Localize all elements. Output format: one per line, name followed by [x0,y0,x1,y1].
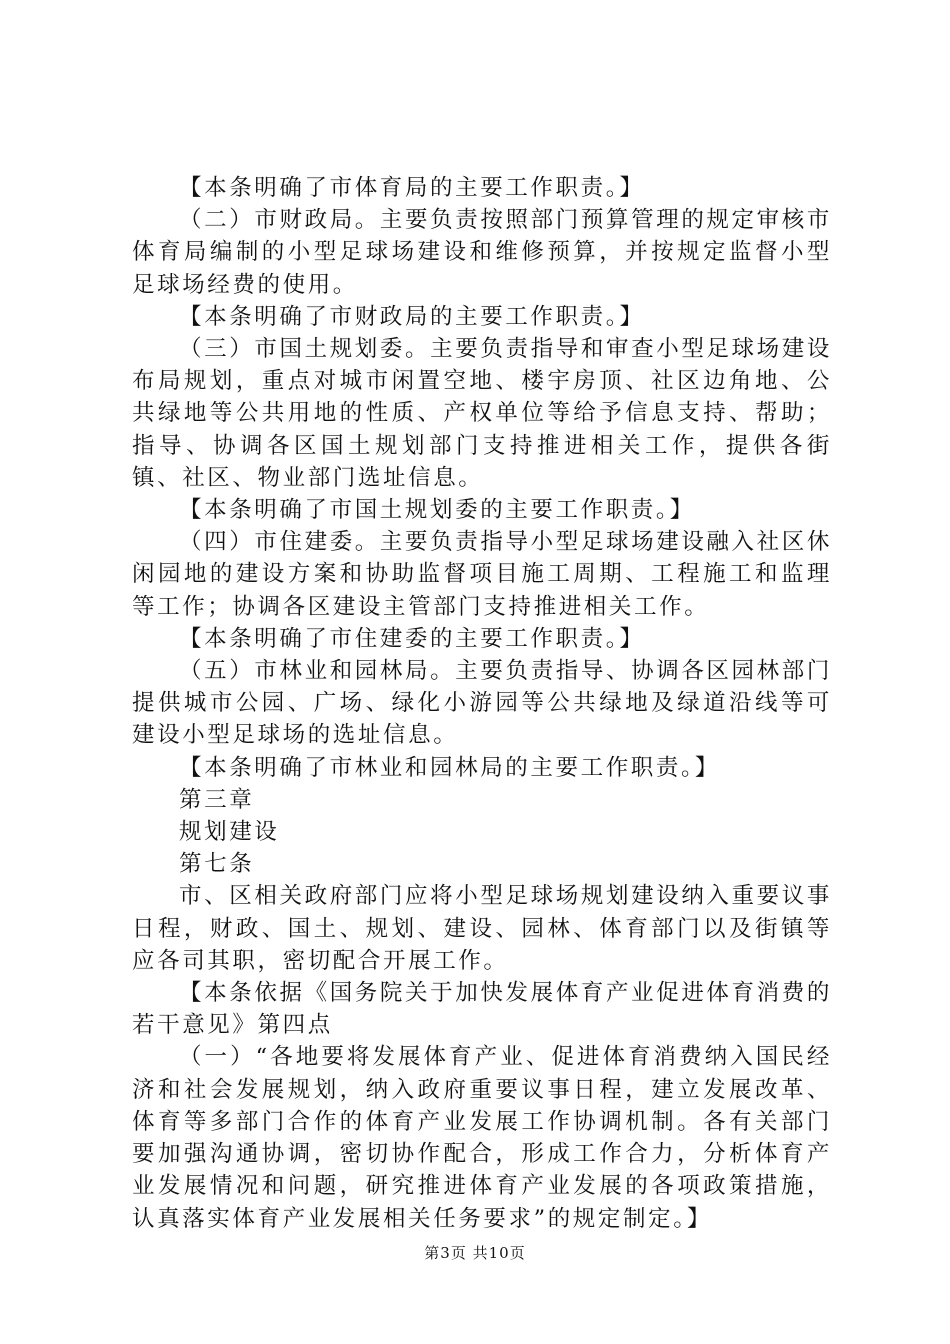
paragraph-article-seven: 市、区相关政府部门应将小型足球场规划建设纳入重要议事日程，财政、国土、规划、建设、园林、体育部门以及街镇等应各司其职，密切配合开展工作。 [132,883,832,974]
paragraph-note-sports-bureau: 【本条明确了市体育局的主要工作职责。】 [179,175,645,201]
paragraph-housing-construction: （四）市住建委。主要负责指导小型足球场建设融入社区休闲园地的建设方案和协助监督项目施工周期、工程施工和监理等工作；协调各区建设主管部门支持推进相关工作。 [132,529,832,620]
paragraph-note-forestry-garden: 【本条明确了市林业和园林局的主要工作职责。】 [179,754,720,781]
paragraph-note-housing-construction: 【本条明确了市住建委的主要工作职责。】 [179,625,645,652]
paragraph-land-planning-committee: （三）市国土规划委。主要负责指导和审查小型足球场建设布局规划，重点对城市闲置空地、楼宇房顶、社区边角地、公共绿地等公共用地的性质、产权单位等给予信息支持、帮助；指导、协调各区国土规划部门支持推进相关工作，提供各街镇、社区、物业部门选址信息。 [132,336,832,491]
paragraph-note-basis: 【本条依据《国务院关于加快发展体育产业促进体育消费的若干意见》第四点 [132,980,832,1039]
paragraph-note-land-planning: 【本条明确了市国土规划委的主要工作职责。】 [179,497,695,524]
document-body [132,172,832,1235]
paragraph-quoted-provision: （一）“各地要将发展体育产业、促进体育消费纳入国民经济和社会发展规划，纳入政府重要议事日程，建立发展改革、体育等多部门合作的体育产业发展工作协调机制。各有关部门要加强沟通协调，密切协作配合，形成工作合力，分析体育产业发展情况和问题，研究推进体育产业发展的各项政策措施，认真落实体育产业发展相关任务要求”的规定制定。】 [132,1044,832,1232]
paragraph-finance-bureau: （二）市财政局。主要负责按照部门预算管理的规定审核市体育局编制的小型足球场建设和维修预算，并按规定监督小型足球场经费的使用。 [132,207,832,298]
chapter-heading: 第三章 [179,786,255,813]
article-heading: 第七条 [179,851,255,878]
paragraph-note-finance-bureau: 【本条明确了市财政局的主要工作职责。】 [179,303,645,330]
chapter-title: 规划建设 [179,819,280,846]
paragraph-forestry-garden-bureau: （五）市林业和园林局。主要负责指导、协调各区园林部门提供城市公园、广场、绿化小游园等公共绿地及绿道沿线等可建设小型足球场的选址信息。 [132,658,832,749]
page-number-footer: 第3页 共10页 [424,1244,526,1262]
